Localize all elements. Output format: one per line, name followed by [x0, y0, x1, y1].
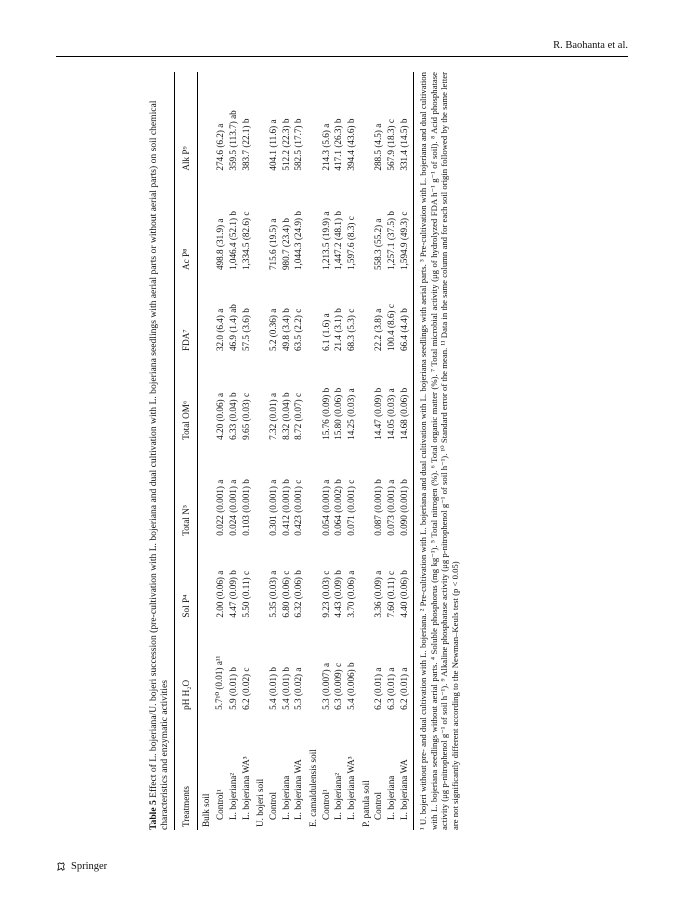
value-cell: 498.8 (31.9) a: [214, 218, 225, 271]
column-header: Ac P⁸: [175, 174, 198, 273]
treatment-cell: L. bojeriana WA: [398, 713, 414, 830]
treatment-cell: L. bojeriana WA³: [346, 756, 357, 820]
group-label: Bulk soil: [201, 793, 212, 827]
group-label: P. patula soil: [360, 780, 371, 827]
value-cell: 274.6 (6.2) a: [214, 123, 225, 171]
treatment-cell: Control¹: [214, 789, 225, 820]
treatment-cell: L. bojeriana WA³: [240, 756, 251, 820]
value-cell: 15.80 (0.06) b: [333, 387, 344, 440]
value-cell: 4.43 (0.09) b: [333, 570, 344, 618]
group-row: [252, 72, 266, 830]
value-cell: 49.8 (3.4) b: [280, 308, 291, 352]
value-cell: 404.1 (11.6) a: [267, 119, 278, 171]
group-label: U. bojeri soil: [255, 778, 266, 827]
value-cell: 5.4 (0.006) b: [346, 662, 357, 710]
table-row: [319, 72, 332, 830]
publisher-name: Springer: [71, 861, 108, 872]
value-cell: 4.47 (0.09) b: [227, 570, 238, 618]
table-row: [227, 72, 240, 830]
value-cell: 0.022 (0.001) a: [214, 479, 225, 536]
group-row: [358, 72, 372, 830]
group-label: E. camaldulensis soil: [307, 749, 318, 827]
value-cell: 6.2 (0.02) c: [240, 667, 251, 710]
value-cell: 1,257.1 (37.5) b: [386, 211, 397, 271]
value-cell: 5.50 (0.11) c: [240, 570, 251, 618]
table-footnote: ¹ U. bojeri without pre- and dual cultivation with L. bojeriana. ² Pre-cultivation with L. bojeriana and dual cultivation with L. bojeriana seedlings with aerial parts. ³ Pre-cultivation with L. bojeriana and dual cultivation with L. bojeriana seedlings without aerial parts. ⁴ Soluble phosphorus (mg kg⁻¹). ⁵ Total nitrogen (%). ⁶ Total organic matter (%). ⁷ Total microbial activity (μg of hydrolyzed FDA h⁻¹ g⁻¹ of soil). ⁸ Acid phosphatase activity (μg p-nitrophenol g⁻¹ of soil h⁻¹). ⁹ Alkaline phosphatase activity (μg p-nitrophenol g⁻¹ of soil h⁻¹). ¹⁰ Standard error of the mean. ¹¹ Data in the same column and for each soil origin followed by the same letter are not significantly different according to the Newman–Keuls test (p < 0.05): [417, 72, 460, 830]
value-cell: 32.0 (6.4) a: [214, 308, 225, 352]
value-cell: 5.4 (0.01) b: [267, 666, 278, 710]
table-row: [292, 72, 305, 830]
table-body: [198, 72, 414, 830]
value-cell: 22.2 (3.8) a: [373, 308, 384, 352]
value-cell: 1,213.5 (19.9) a: [320, 211, 331, 271]
table-row: [239, 72, 252, 830]
value-cell: 0.054 (0.001) a: [320, 479, 331, 536]
value-cell: 0.090 (0.001) b: [398, 443, 414, 539]
value-cell: 2.00 (0.06) a: [214, 570, 225, 618]
treatment-cell: L. bojeriana: [280, 775, 291, 820]
value-cell: 5.2 (0.36) a: [267, 308, 278, 352]
value-cell: 0.412 (0.001) b: [280, 479, 291, 536]
caption-label: Table 5: [148, 800, 159, 830]
value-cell: 0.103 (0.001) b: [240, 479, 251, 536]
value-cell: 6.32 (0.06) b: [293, 570, 304, 618]
treatment-cell: L. bojeriana: [386, 775, 397, 820]
value-cell: 21.4 (3.1) b: [333, 308, 344, 352]
value-cell: 383.7 (22.1) b: [240, 118, 251, 171]
column-header: Alk P⁹: [175, 72, 198, 174]
value-cell: 0.087 (0.001) b: [373, 479, 384, 536]
value-cell: 288.5 (4.5) a: [373, 123, 384, 171]
value-cell: 1,594.9 (49.3) c: [398, 174, 414, 273]
value-cell: 46.9 (1.4) ab: [227, 304, 238, 352]
value-cell: 558.3 (55.2) a: [373, 218, 384, 271]
treatment-cell: Control: [373, 791, 384, 820]
rotated-table-region: [148, 72, 528, 830]
table-header-row: [175, 72, 198, 830]
value-cell: 8.32 (0.04) b: [280, 392, 291, 440]
treatment-cell: L. bojeriana²: [333, 772, 344, 820]
column-header: Sol P⁴: [175, 539, 198, 621]
value-cell: 6.1 (1.6) a: [320, 313, 331, 352]
value-cell: 0.073 (0.001) a: [386, 479, 397, 536]
value-cell: 4.40 (0.06) b: [398, 539, 414, 621]
value-cell: 6.2 (0.01) a: [398, 621, 414, 713]
value-cell: 6.3 (0.01) a: [386, 667, 397, 710]
table-row: [385, 72, 398, 830]
value-cell: 3.36 (0.09) a: [373, 570, 384, 618]
value-cell: 5.9 (0.01) b: [227, 666, 238, 710]
value-cell: 359.5 (113.7) ab: [227, 110, 238, 171]
table-caption: [148, 72, 170, 830]
table-row: [398, 72, 414, 830]
value-cell: 394.4 (43.6) b: [346, 118, 357, 171]
value-cell: 14.47 (0.09) b: [373, 387, 384, 440]
value-cell: 15.76 (0.09) b: [320, 387, 331, 440]
value-cell: 0.064 (0.002) b: [333, 479, 344, 536]
page-header: [0, 0, 684, 60]
value-cell: 417.1 (26.3) b: [333, 118, 344, 171]
value-cell: 331.4 (14.5) b: [398, 72, 414, 174]
column-header: pH H₂O: [175, 621, 198, 713]
running-head: R. Baohanta et al.: [553, 40, 628, 51]
value-cell: 57.5 (3.6) b: [240, 308, 251, 352]
value-cell: 567.9 (18.3) c: [386, 119, 397, 171]
table-row: [213, 72, 227, 830]
value-cell: 6.33 (0.04) b: [227, 392, 238, 440]
value-cell: 0.071 (0.001) c: [346, 479, 357, 536]
springer-horse-icon: [56, 861, 67, 872]
caption-text: Effect of L. bojeriana/U. bojeri succession (pre-cultivation with L. bojeriana and dual cultivation with L. bojeriana seedlings with aerial parts or without aerial parts) on soil chemical characteristics and enzymatic activities: [148, 100, 171, 830]
group-row: [305, 72, 319, 830]
value-cell: 512.2 (22.3) b: [280, 118, 291, 171]
value-cell: 68.3 (5.3) c: [346, 308, 357, 352]
value-cell: 0.423 (0.001) c: [293, 479, 304, 536]
table-row: [267, 72, 280, 830]
treatment-cell: L. bojeriana²: [227, 772, 238, 820]
value-cell: 1,447.2 (48.1) b: [333, 211, 344, 271]
value-cell: 980.7 (23.4) b: [280, 217, 291, 271]
value-cell: 715.6 (19.5) a: [267, 218, 278, 271]
value-cell: 8.72 (0.07) c: [293, 392, 304, 440]
value-cell: 0.301 (0.001) a: [267, 479, 278, 536]
value-cell: 6.3 (0.009) c: [333, 662, 344, 710]
treatment-cell: Control: [267, 791, 278, 820]
page-footer: [56, 861, 107, 872]
data-table: [174, 72, 414, 830]
value-cell: 9.23 (0.03) c: [320, 570, 331, 618]
table-row: [279, 72, 292, 830]
value-cell: 7.60 (0.11) c: [386, 570, 397, 618]
value-cell: 6.80 (0.06) c: [280, 570, 291, 618]
value-cell: 66.4 (4.4) b: [398, 273, 414, 354]
value-cell: 5.35 (0.03) a: [267, 570, 278, 618]
value-cell: 5.3 (0.007) a: [320, 662, 331, 710]
treatment-cell: L. bojeriana WA: [293, 759, 304, 820]
value-cell: 214.3 (5.6) a: [320, 123, 331, 171]
value-cell: 7.32 (0.01) a: [267, 392, 278, 440]
value-cell: 14.05 (0.03) a: [386, 388, 397, 440]
group-row: [198, 72, 213, 830]
table-row: [345, 72, 358, 830]
value-cell: 1,044.3 (24.9) b: [293, 211, 304, 271]
treatment-cell: Control¹: [320, 789, 331, 820]
value-cell: 1,334.5 (82.6) c: [240, 211, 251, 271]
value-cell: 5.7¹⁰ (0.01) a¹¹: [214, 655, 225, 710]
value-cell: 100.4 (8.6) c: [386, 304, 397, 352]
column-header: Total N⁵: [175, 443, 198, 539]
value-cell: 1,046.4 (52.1) b: [227, 211, 238, 271]
value-cell: 1,597.6 (8.3) c: [346, 216, 357, 271]
value-cell: 14.68 (0.06) b: [398, 354, 414, 443]
value-cell: 4.20 (0.06) a: [214, 392, 225, 440]
value-cell: 5.3 (0.02) a: [293, 667, 304, 710]
value-cell: 3.70 (0.06) a: [346, 570, 357, 618]
column-header: Total OM⁶: [175, 354, 198, 443]
value-cell: 5.4 (0.01) b: [280, 666, 291, 710]
value-cell: 0.024 (0.001) a: [227, 479, 238, 536]
table-row: [372, 72, 385, 830]
rotated-table-content: [148, 72, 528, 830]
table-row: [332, 72, 345, 830]
value-cell: 14.25 (0.03) a: [346, 388, 357, 440]
column-header: FDA⁷: [175, 273, 198, 354]
value-cell: 9.65 (0.03) c: [240, 392, 251, 440]
value-cell: 63.5 (2.2) c: [293, 308, 304, 352]
header-rule: [56, 56, 628, 57]
value-cell: 6.2 (0.01) a: [373, 667, 384, 710]
value-cell: 582.5 (17.7) b: [293, 118, 304, 171]
column-header: Treatments: [175, 713, 198, 830]
